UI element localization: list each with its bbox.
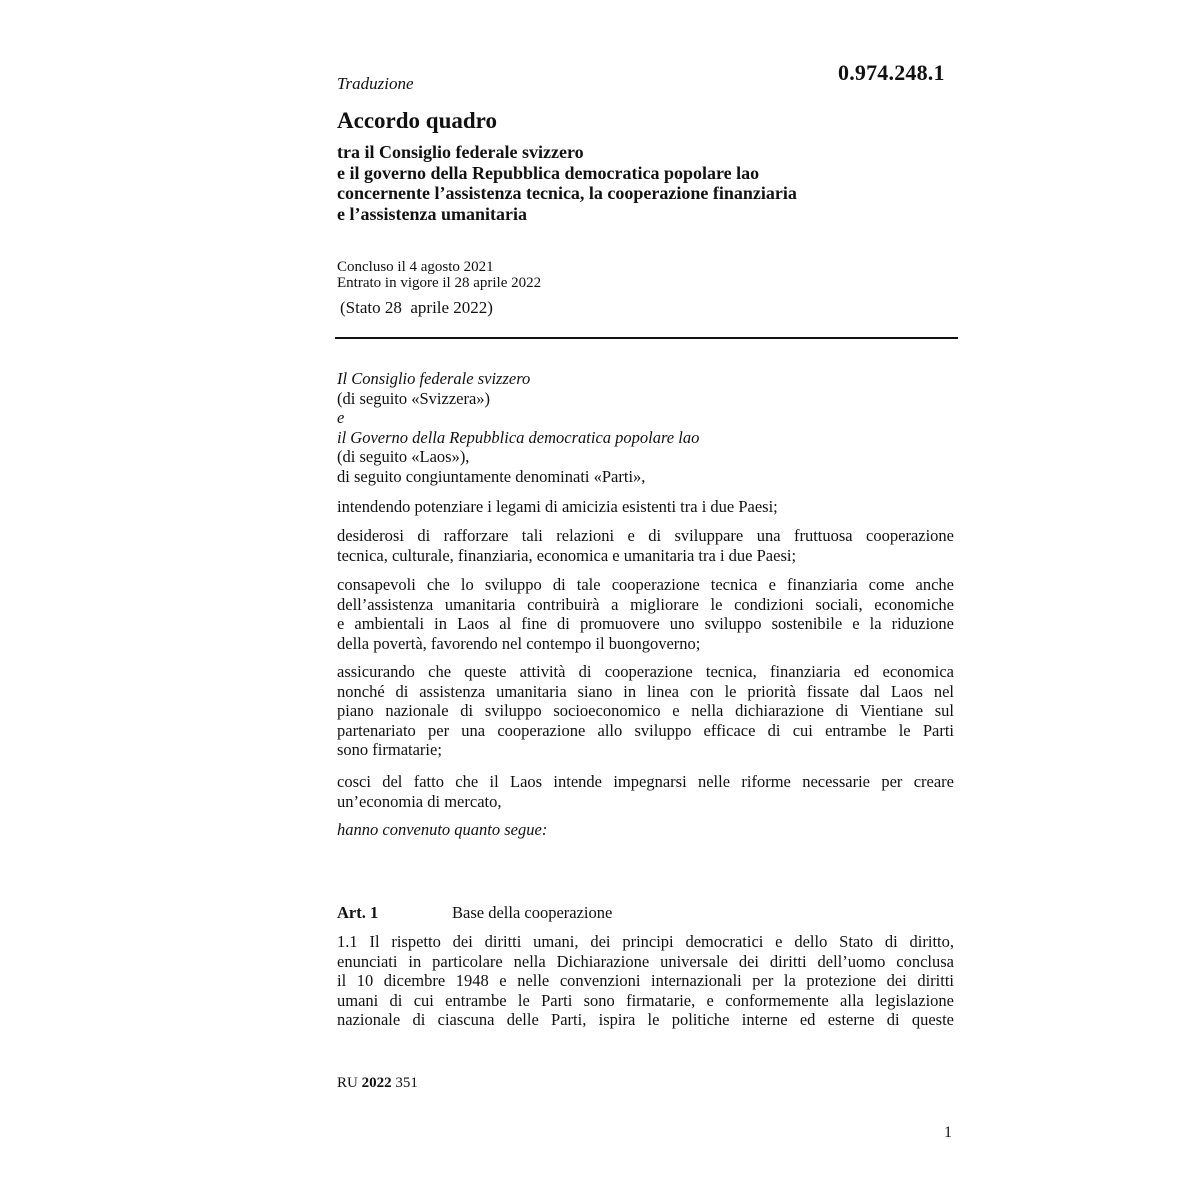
recital-line: un’economia di mercato, <box>337 791 502 811</box>
parties-joint-alias: di seguito congiuntamente denominati «Parti», <box>337 466 646 486</box>
status-date: (Stato 28 aprile 2022) <box>340 298 493 317</box>
recital-line: dell’assistenza umanitaria contribuirà a migliorare le condizioni sociali, economiche <box>337 594 954 614</box>
header-divider <box>335 337 958 339</box>
closing-line: hanno convenuto quanto segue: <box>337 820 548 839</box>
recital-line: tecnica, culturale, finanziaria, economica e umanitaria tra i due Paesi; <box>337 545 797 565</box>
translation-label: Traduzione <box>337 74 414 93</box>
page-number: 1 <box>944 1124 952 1141</box>
date-block <box>337 259 541 291</box>
article-line: nazionale di ciascuna delle Parti, ispira le politiche interne ed esterne di queste <box>337 1010 954 1029</box>
recital-line: della povertà, favorendo nel contempo il buongoverno; <box>337 633 701 653</box>
recital-line: cosci del fatto che il Laos intende impegnarsi nelle riforme necessarie per creare <box>337 772 954 791</box>
party-laos: il Governo della Repubblica democratica popolare lao <box>337 427 700 447</box>
recital-line: desiderosi di rafforzare tali relazioni e di sviluppare una fruttuosa cooperazione <box>337 526 954 545</box>
document-number: 0.974.248.1 <box>838 60 945 85</box>
article-line: enunciati in particolare nella Dichiarazione universale dei diritti dell’uomo conclusa <box>337 951 954 971</box>
recital-5 <box>337 772 954 811</box>
concluded-date: Concluso il 4 agosto 2021 <box>337 259 494 275</box>
recital-line: intendendo potenziare i legami di amicizia esistenti tra i due Paesi; <box>337 497 778 516</box>
recital-line: partenariato per una cooperazione allo sviluppo efficace di cui entrambe le Parti <box>337 720 954 740</box>
article-title: Base della cooperazione <box>452 903 613 922</box>
recital-line: piano nazionale di sviluppo socioeconomico e nella dichiarazione di Vientiane sul <box>337 701 954 720</box>
recital-2 <box>337 526 954 565</box>
article-line: umani di cui entrambe le Parti sono firmatarie, e conformemente alla legislazione <box>337 990 954 1010</box>
ref-prefix: RU <box>337 1075 358 1091</box>
preamble-closing <box>337 820 954 840</box>
document-subtitle <box>337 142 957 224</box>
article-body <box>337 932 954 1030</box>
ref-year: 2022 <box>361 1075 392 1091</box>
recital-1 <box>337 497 954 517</box>
in-force-date: Entrato in vigore il 28 aprile 2022 <box>337 275 542 291</box>
page-title: Accordo quadro <box>337 108 497 133</box>
recital-line: e ambientali in Laos al fine di promuovere uno sviluppo sostenibile e la riduzione <box>337 614 954 633</box>
parties-block <box>337 369 954 486</box>
party-conjunction: e <box>337 408 345 427</box>
subtitle-line: e l’assistenza umanitaria <box>337 203 527 224</box>
subtitle-line: e il governo della Repubblica democratica popolare lao <box>337 162 760 183</box>
article-number: Art. 1 <box>337 903 379 922</box>
party-swiss-alias: (di seguito «Svizzera») <box>337 388 491 408</box>
subtitle-line: tra il Consiglio federale svizzero <box>337 142 584 162</box>
official-collection-reference <box>337 1075 418 1092</box>
recital-line: assicurando che queste attività di cooperazione tecnica, finanziaria ed economica <box>337 662 954 681</box>
ref-page: 351 <box>395 1075 418 1091</box>
recital-3 <box>337 575 954 653</box>
article-line: il 10 dicembre 1948 e nelle convenzioni internazionali per la protezione dei diritti <box>337 971 954 990</box>
recital-line: consapevoli che lo sviluppo di tale cooperazione tecnica e finanziaria come anche <box>337 575 954 594</box>
recital-line: nonché di assistenza umanitaria siano in linea con le priorità fissate dal Laos nel <box>337 681 954 701</box>
party-laos-alias: (di seguito «Laos»), <box>337 447 470 466</box>
article-heading <box>337 903 612 923</box>
recital-line: sono firmatarie; <box>337 740 442 759</box>
article-line: 1.1 Il rispetto dei diritti umani, dei principi democratici e dello Stato di diritto, <box>337 932 954 951</box>
party-swiss: Il Consiglio federale svizzero <box>337 369 531 388</box>
subtitle-line: concernente l’assistenza tecnica, la cooperazione finanziaria <box>337 183 797 203</box>
recital-4 <box>337 662 954 760</box>
